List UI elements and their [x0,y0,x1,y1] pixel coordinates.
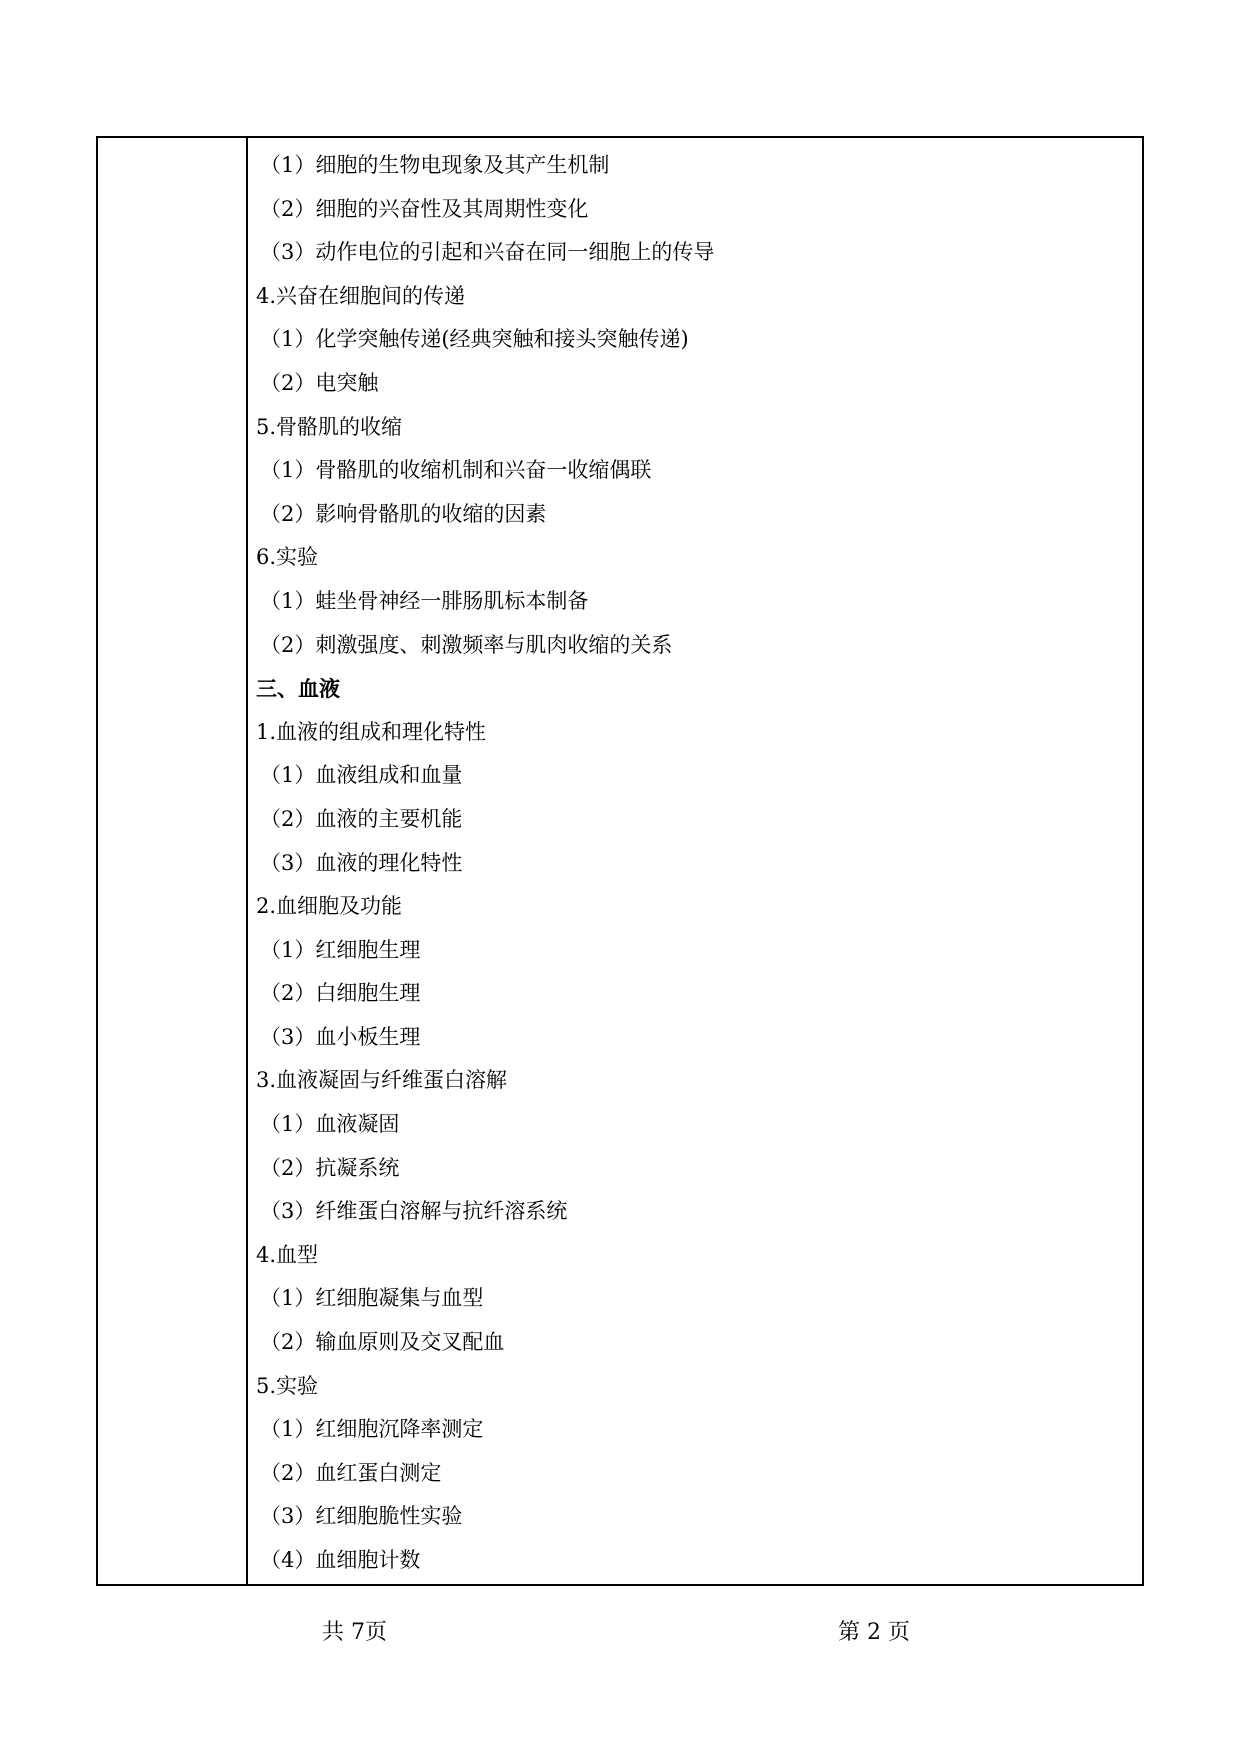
subtopic-item: （3）纤维蛋白溶解与抗纤溶系统 [260,1199,568,1224]
subtopic-item: （2）细胞的兴奋性及其周期性变化 [260,196,589,221]
page-total: 共 7页 [322,1620,387,1645]
subtopic-item: （2）抗凝系统 [260,1155,400,1180]
subtopic-item: （3）红细胞脆性实验 [260,1504,463,1529]
subtopic-item: （2）血液的主要机能 [260,806,463,831]
subtopic-item: （1）细胞的生物电现象及其产生机制 [260,153,610,177]
subtopic-item: （2）电突触 [260,370,379,395]
page-number: 第 2 页 [838,1620,910,1645]
topic-item: 1.血液的组成和理化特性 [256,719,487,744]
subtopic-item: （1）骨骼肌的收缩机制和兴奋一收缩偶联 [260,458,652,483]
topic-item: 5.骨骼肌的收缩 [256,414,403,439]
subtopic-item: （1）红细胞沉降率测定 [260,1417,484,1442]
topic-item: 4.血型 [256,1242,319,1267]
subtopic-item: （2）影响骨骼肌的收缩的因素 [260,501,547,526]
topic-item: 2.血细胞及功能 [256,894,403,919]
subtopic-item: （3）动作电位的引起和兴奋在同一细胞上的传导 [260,240,715,265]
subtopic-item: （3）血小板生理 [260,1024,421,1049]
subtopic-item: （3）血液的理化特性 [260,850,463,875]
subtopic-item: （1）血液组成和血量 [260,763,463,788]
topic-item: 5.实验 [256,1373,319,1398]
syllabus-content [256,144,1136,1583]
column-divider [246,138,248,1584]
subtopic-item: （1）血液凝固 [260,1112,400,1137]
syllabus-table [96,136,1144,1586]
section-heading: 三、血液 [256,676,340,702]
topic-item: 6.实验 [256,545,319,570]
topic-item: 4.兴奋在细胞间的传递 [256,283,466,308]
subtopic-item: （1）蛙坐骨神经一腓肠肌标本制备 [260,588,589,613]
topic-item: 3.血液凝固与纤维蛋白溶解 [256,1068,508,1093]
subtopic-item: （4）血细胞计数 [260,1548,421,1572]
subtopic-item: （2）白细胞生理 [260,981,421,1006]
subtopic-item: （1）红细胞生理 [260,937,421,962]
subtopic-item: （2）刺激强度、刺激频率与肌肉收缩的关系 [260,632,673,657]
subtopic-item: （1）红细胞凝集与血型 [260,1286,484,1311]
subtopic-item: （1）化学突触传递(经典突触和接头突触传递) [260,327,689,352]
subtopic-item: （2）输血原则及交叉配血 [260,1330,505,1355]
subtopic-item: （2）血红蛋白测定 [260,1460,442,1485]
